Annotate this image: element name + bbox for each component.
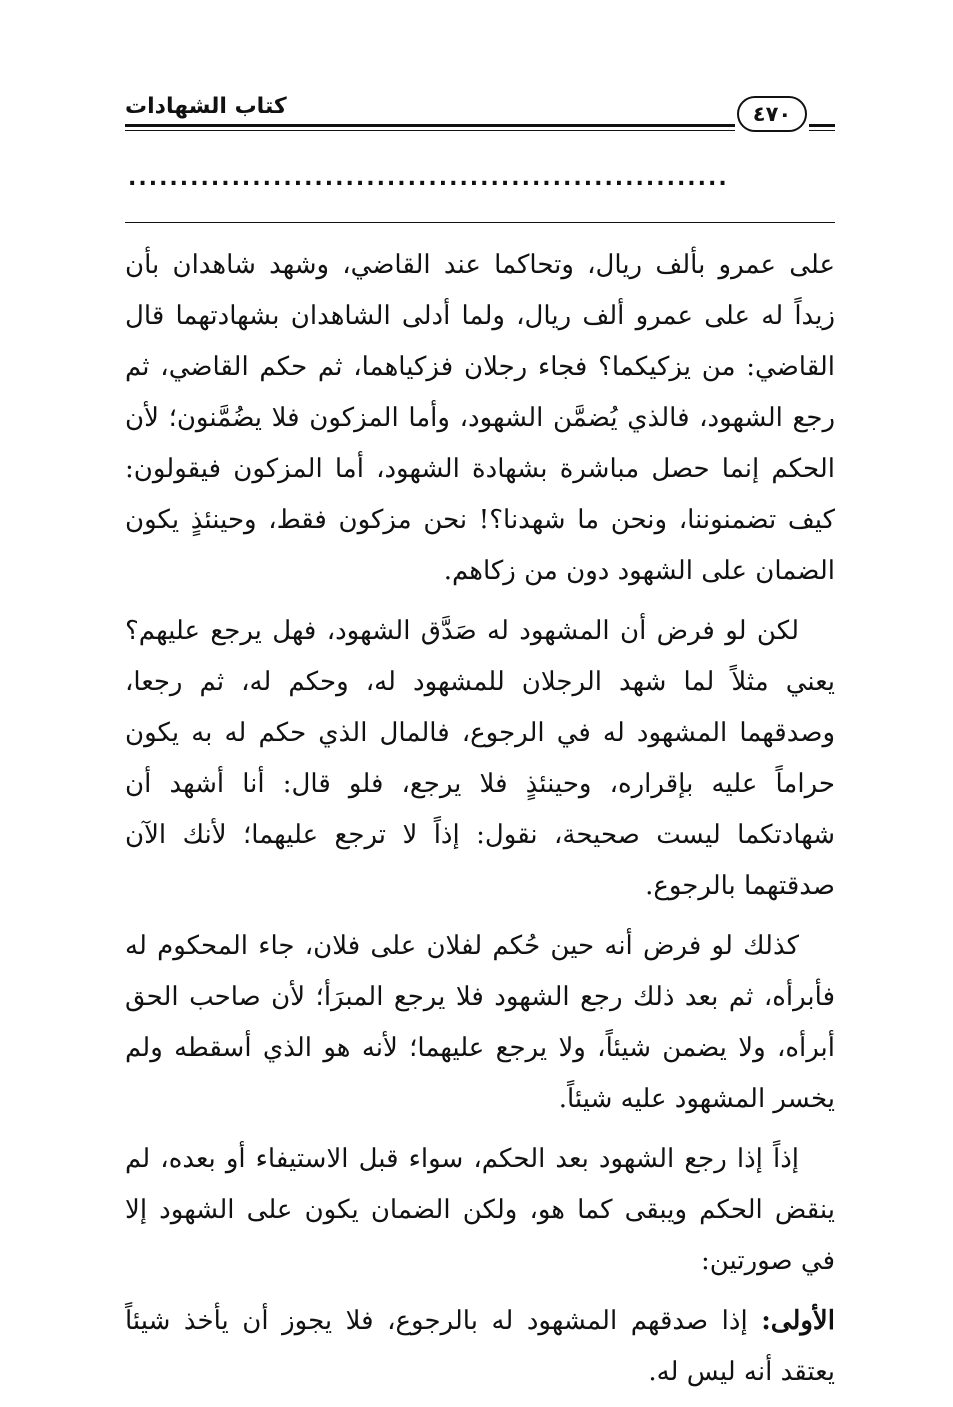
paragraph — [125, 1296, 835, 1398]
paragraph: كذلك لو فرض أنه حين حُكم لفلان على فلان، جاء المحكوم له فأبرأه، ثم بعد ذلك رجع الشهود فلا يرجع المبرَأ؛ لأن صاحب الحق أبرأه، ولا يضمن شيئاً، ولا يرجع عليهما؛ لأنه هو الذي أسقطه ولم يخسر المشهود عليه شيئاً. — [125, 931, 835, 1114]
header-rule-right-thick — [809, 124, 835, 127]
paragraph-lead: الأولى: — [761, 1306, 835, 1336]
header-rule-right-thin — [809, 130, 835, 131]
header-rule-thick — [125, 124, 735, 127]
paragraph: على عمرو بألف ريال، وتحاكما عند القاضي، وشهد شاهدان بأن زيداً له على عمرو ألف ريال، ولما أدلى الشاهدان بشهادتهما قال القاضي: من يزكيكما؟ فجاء رجلان فزكياهما، ثم حكم القاضي، ثم رجع الشهود، فالذي يُضمَّن الشهود، وأما المزكون فلا يضُمَّنون؛ لأن الحكم إنما حصل مباشرة بشهادة الشهود، أما المزكون فيقولون: كيف تضمنوننا، ونحن ما شهدنا؟! نحن مزكون فقط، وحينئذٍ يكون الضمان على الشهود دون من زكاهم. — [125, 250, 835, 586]
header-rule-thin — [125, 130, 735, 131]
book-title: كتاب الشهادات — [125, 94, 287, 119]
paragraph: إذاً إذا رجع الشهود بعد الحكم، سواء قبل الاستيفاء أو بعده، لم ينقض الحكم ويبقى كما هو، ولكن الضمان يكون على الشهود إلا في صورتين: — [125, 1144, 835, 1276]
page-number: ٤٧٠ — [737, 96, 807, 132]
paragraph: لكن لو فرض أن المشهود له صَدَّق الشهود، فهل يرجع عليهم؟ يعني مثلاً لما شهد الرجلان للمشهود له، وحكم له، ثم رجعا، وصدقهما المشهود له في الرجوع، فالمال الذي حكم له به يكون حراماً عليه بإقراره، وحينئذٍ فلا يرجع، فلو قال: أنا أشهد أن شهادتكما ليست صحيحة، نقول: إذاً لا ترجع عليهما؛ لأنك الآن صدقتهما بالرجوع. — [125, 616, 835, 901]
separator-rule — [125, 222, 835, 223]
body-text — [125, 240, 835, 1407]
paragraph-text: إذا صدقهم المشهود له بالرجوع، فلا يجوز أن يأخذ شيئاً يعتقد أنه ليس له. — [125, 1306, 835, 1387]
page-header — [125, 88, 835, 138]
dotted-separator: .......................................................... — [128, 166, 729, 191]
